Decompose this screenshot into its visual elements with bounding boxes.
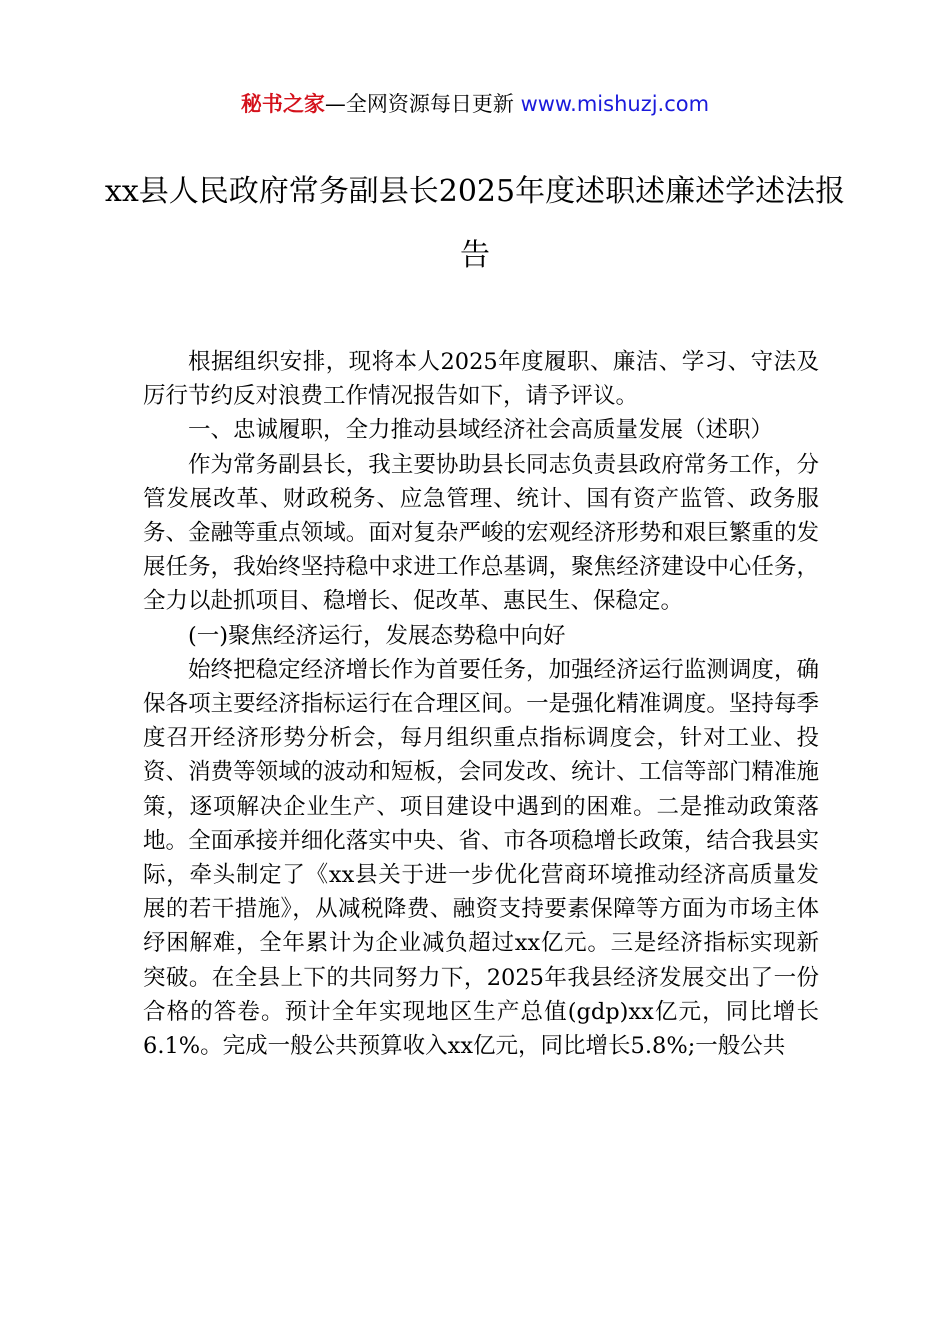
subsection-heading-1: (一)聚焦经济运行，发展态势稳中向好	[188, 622, 566, 649]
paragraph-economy: 始终把稳定经济增长作为首要任务，加强经济运行监测调度，确保各项主要经济指标运行在合理区间。一是强化精准调度。坚持每季度召开经济形势分析会，每月组织重点指标调度会，针对工业、投资、消费等领域的波动和短板，会同发改、统计、工信等部门精准施策，逐项解决企业生产、项目建设中遇到的困难。二是推动政策落地。全面承接并细化落实中央、省、市各项稳增长政策，结合我县实际，牵头制定了《xx县关于进一步优化营商环境推动经济高质量发展的若干措施》，从减税降费、融资支持要素保障等方面为市场主体纾困解难，全年累计为企业减负超过xx亿元。三是经济指标实现新突破。在全县上下的共同努力下，2025年我县经济发展交出了一份合格的答卷。预计全年实现地区生产总值(gdp)xx亿元，同比增长6.1%。完成一般公共预算收入xx亿元，同比增长5.8%;一般公共	[143, 656, 819, 1060]
header-tagline: —全网资源每日更新	[324, 92, 521, 116]
site-header	[0, 88, 950, 120]
section-heading-1: 一、忠诚履职，全力推动县域经济社会高质量发展（述职）	[188, 417, 774, 444]
document-body	[143, 345, 819, 1063]
paragraph-intro: 根据组织安排，现将本人2025年度履职、廉洁、学习、守法及厉行节约反对浪费工作情况报告如下，请予评议。	[143, 349, 819, 410]
paragraph-duties: 作为常务副县长，我主要协助县长同志负责县政府常务工作，分管发展改革、财政税务、应急管理、统计、国有资产监管、政务服务、金融等重点领域。面对复杂严峻的宏观经济形势和艰巨繁重的发展任务，我始终坚持稳中求进工作总基调，聚焦经济建设中心任务，全力以赴抓项目、稳增长、促改革、惠民生、保稳定。	[143, 451, 819, 615]
site-url-link[interactable]: www.mishuzj.com	[520, 92, 710, 116]
document-title: xx县人民政府常务副县长2025年度述职述廉述学述法报告	[104, 174, 846, 273]
brand-name: 秘书之家	[240, 92, 325, 116]
